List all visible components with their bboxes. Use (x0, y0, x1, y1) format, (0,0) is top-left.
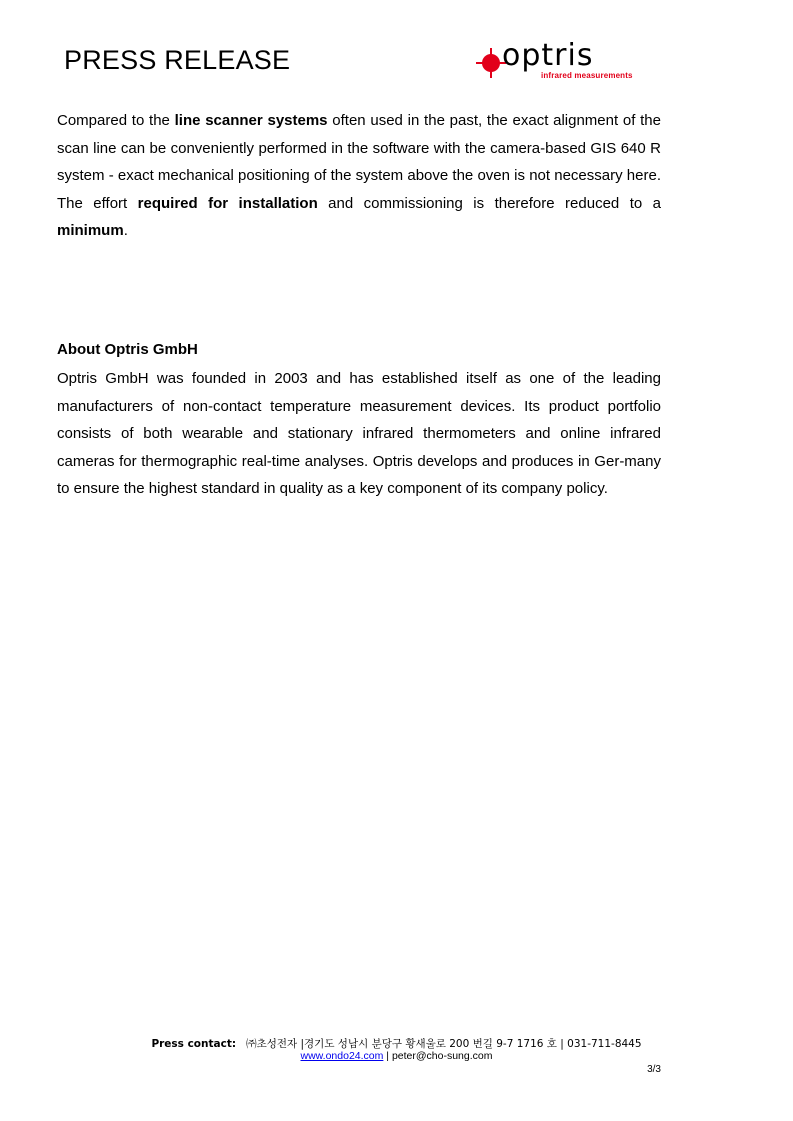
optris-logo (474, 38, 664, 84)
bold-phrase: minimum (57, 222, 124, 240)
website-link[interactable]: www.ondo24.com (300, 1050, 384, 1062)
text-run: and commissioning is therefore reduced to a (317, 194, 661, 212)
about-paragraph: Optris GmbH was founded in 2003 and has established itself as one of the leading manufacturers of non-contact temperature measurement devices. Its product portfolio consists of both wearable and stationary infrared thermometers and online infrared cameras for thermographic real-time analyses. Optris develops and produces in Ger-many to ensure the highest standard in quality as a key component of its company policy. (57, 370, 661, 498)
press-contact-label: Press contact: (151, 1038, 237, 1050)
text-run: Compared to the (57, 112, 175, 129)
press-contact-details: ㈜초성전자 |경기도 성남시 분당구 황새울로 200 번길 9-7 1716 호 | 031-711-8445 (246, 1038, 642, 1050)
text-run: . (123, 222, 128, 240)
intro-paragraph (57, 107, 661, 245)
page-title: PRESS RELEASE (64, 45, 291, 75)
bold-phrase: line scanner systems (174, 112, 328, 129)
page-number: 3/3 (647, 1064, 661, 1075)
footer-links-line (0, 1050, 793, 1062)
text-run: often used in the past, the exact alignment of the scan line can be conveniently performed in the software with the camera-based GIS 640 R system - exact mechanical positioning of the system above the oven is not necessary here. The effort (57, 112, 661, 212)
bold-phrase: required for installation (137, 194, 318, 212)
logo-wordmark: optris (502, 38, 594, 73)
footer-separator: | (383, 1050, 392, 1062)
section-heading-about: About Optris GmbH (57, 341, 198, 358)
footer-contact-line (0, 1036, 793, 1051)
logo-tagline: infrared measurements (541, 71, 633, 80)
email-address: peter@cho-sung.com (391, 1050, 493, 1062)
